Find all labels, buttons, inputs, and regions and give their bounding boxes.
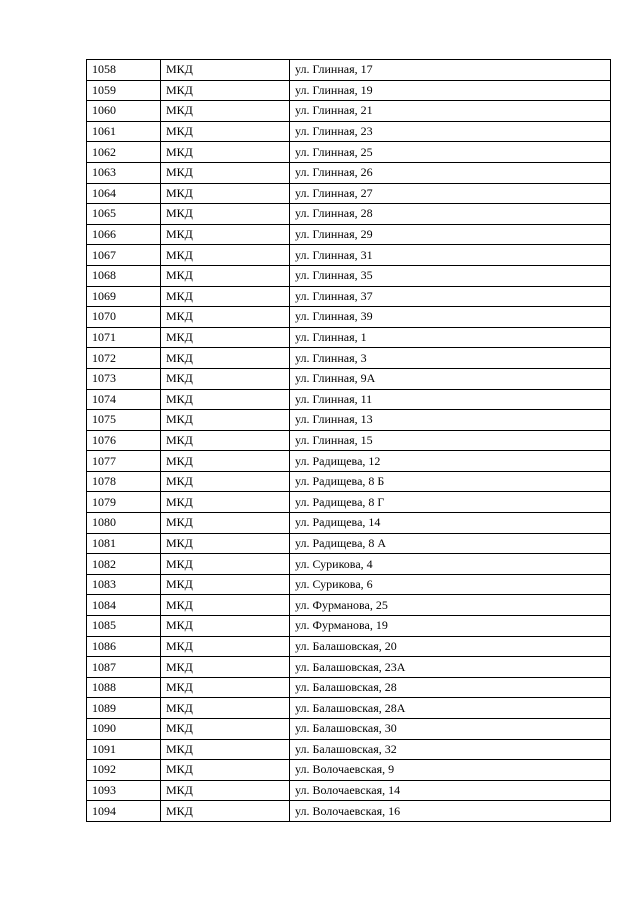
- row-number-cell: 1061: [87, 121, 161, 142]
- building-type-cell: МКД: [161, 451, 290, 472]
- address-cell: ул. Глинная, 23: [290, 121, 611, 142]
- building-type-cell: МКД: [161, 636, 290, 657]
- building-type-cell: МКД: [161, 307, 290, 328]
- building-type-cell: МКД: [161, 677, 290, 698]
- table-row: [87, 677, 611, 698]
- building-type-cell: МКД: [161, 389, 290, 410]
- table-row: [87, 204, 611, 225]
- row-number-cell: 1082: [87, 554, 161, 575]
- table-row: [87, 348, 611, 369]
- row-number-cell: 1076: [87, 430, 161, 451]
- address-cell: ул. Глинная, 31: [290, 245, 611, 266]
- table-row: [87, 327, 611, 348]
- table-row: [87, 698, 611, 719]
- row-number-cell: 1094: [87, 801, 161, 822]
- address-cell: ул. Волочаевская, 16: [290, 801, 611, 822]
- building-type-cell: МКД: [161, 368, 290, 389]
- address-cell: ул. Глинная, 37: [290, 286, 611, 307]
- address-cell: ул. Волочаевская, 14: [290, 780, 611, 801]
- row-number-cell: 1070: [87, 307, 161, 328]
- row-number-cell: 1063: [87, 162, 161, 183]
- table-row: [87, 80, 611, 101]
- building-type-cell: МКД: [161, 492, 290, 513]
- building-type-cell: МКД: [161, 533, 290, 554]
- row-number-cell: 1073: [87, 368, 161, 389]
- address-cell: ул. Радищева, 8 Б: [290, 471, 611, 492]
- row-number-cell: 1074: [87, 389, 161, 410]
- table-row: [87, 389, 611, 410]
- row-number-cell: 1081: [87, 533, 161, 554]
- address-cell: ул. Балашовская, 30: [290, 719, 611, 740]
- table-row: [87, 760, 611, 781]
- address-cell: ул. Глинная, 39: [290, 307, 611, 328]
- address-cell: ул. Глинная, 15: [290, 430, 611, 451]
- table-row: [87, 121, 611, 142]
- building-type-cell: МКД: [161, 760, 290, 781]
- table-row: [87, 101, 611, 122]
- row-number-cell: 1077: [87, 451, 161, 472]
- row-number-cell: 1084: [87, 595, 161, 616]
- building-type-cell: МКД: [161, 162, 290, 183]
- table-row: [87, 492, 611, 513]
- building-type-cell: МКД: [161, 245, 290, 266]
- row-number-cell: 1092: [87, 760, 161, 781]
- building-type-cell: МКД: [161, 719, 290, 740]
- table-row: [87, 554, 611, 575]
- building-type-cell: МКД: [161, 286, 290, 307]
- address-cell: ул. Глинная, 19: [290, 80, 611, 101]
- building-type-cell: МКД: [161, 80, 290, 101]
- table-row: [87, 410, 611, 431]
- table-row: [87, 224, 611, 245]
- address-cell: ул. Волочаевская, 9: [290, 760, 611, 781]
- table-row: [87, 739, 611, 760]
- table-row: [87, 451, 611, 472]
- building-type-cell: МКД: [161, 595, 290, 616]
- row-number-cell: 1069: [87, 286, 161, 307]
- address-cell: ул. Балашовская, 23А: [290, 657, 611, 678]
- table-row: [87, 780, 611, 801]
- address-cell: ул. Глинная, 21: [290, 101, 611, 122]
- building-type-cell: МКД: [161, 60, 290, 81]
- address-cell: ул. Глинная, 25: [290, 142, 611, 163]
- building-type-cell: МКД: [161, 698, 290, 719]
- row-number-cell: 1086: [87, 636, 161, 657]
- table-row: [87, 430, 611, 451]
- row-number-cell: 1059: [87, 80, 161, 101]
- building-type-cell: МКД: [161, 780, 290, 801]
- address-cell: ул. Балашовская, 28: [290, 677, 611, 698]
- row-number-cell: 1062: [87, 142, 161, 163]
- building-type-cell: МКД: [161, 410, 290, 431]
- row-number-cell: 1088: [87, 677, 161, 698]
- row-number-cell: 1090: [87, 719, 161, 740]
- address-cell: ул. Сурикова, 4: [290, 554, 611, 575]
- table-row: [87, 245, 611, 266]
- row-number-cell: 1087: [87, 657, 161, 678]
- table-row: [87, 142, 611, 163]
- table-row: [87, 719, 611, 740]
- address-cell: ул. Радищева, 8 Г: [290, 492, 611, 513]
- row-number-cell: 1064: [87, 183, 161, 204]
- address-cell: ул. Глинная, 28: [290, 204, 611, 225]
- address-cell: ул. Радищева, 8 А: [290, 533, 611, 554]
- building-type-cell: МКД: [161, 348, 290, 369]
- row-number-cell: 1079: [87, 492, 161, 513]
- table-row: [87, 657, 611, 678]
- building-type-cell: МКД: [161, 327, 290, 348]
- row-number-cell: 1091: [87, 739, 161, 760]
- row-number-cell: 1080: [87, 513, 161, 534]
- building-type-cell: МКД: [161, 471, 290, 492]
- address-cell: ул. Балашовская, 20: [290, 636, 611, 657]
- address-cell: ул. Глинная, 1: [290, 327, 611, 348]
- table-row: [87, 60, 611, 81]
- table-row: [87, 513, 611, 534]
- table-row: [87, 636, 611, 657]
- building-type-cell: МКД: [161, 513, 290, 534]
- address-cell: ул. Фурманова, 25: [290, 595, 611, 616]
- row-number-cell: 1072: [87, 348, 161, 369]
- table-row: [87, 801, 611, 822]
- row-number-cell: 1067: [87, 245, 161, 266]
- address-cell: ул. Глинная, 35: [290, 265, 611, 286]
- building-type-cell: МКД: [161, 121, 290, 142]
- building-type-cell: МКД: [161, 657, 290, 678]
- building-type-cell: МКД: [161, 265, 290, 286]
- building-type-cell: МКД: [161, 204, 290, 225]
- table-row: [87, 307, 611, 328]
- table-row: [87, 162, 611, 183]
- address-cell: ул. Балашовская, 32: [290, 739, 611, 760]
- table-row: [87, 471, 611, 492]
- building-type-cell: МКД: [161, 430, 290, 451]
- table-row: [87, 574, 611, 595]
- row-number-cell: 1060: [87, 101, 161, 122]
- building-type-cell: МКД: [161, 224, 290, 245]
- row-number-cell: 1058: [87, 60, 161, 81]
- building-type-cell: МКД: [161, 574, 290, 595]
- building-type-cell: МКД: [161, 616, 290, 637]
- table-row: [87, 286, 611, 307]
- building-type-cell: МКД: [161, 554, 290, 575]
- address-cell: ул. Глинная, 13: [290, 410, 611, 431]
- row-number-cell: 1066: [87, 224, 161, 245]
- row-number-cell: 1083: [87, 574, 161, 595]
- address-table-body: [87, 60, 611, 822]
- address-cell: ул. Радищева, 14: [290, 513, 611, 534]
- address-cell: ул. Глинная, 11: [290, 389, 611, 410]
- table-row: [87, 595, 611, 616]
- address-cell: ул. Глинная, 26: [290, 162, 611, 183]
- address-cell: ул. Глинная, 9А: [290, 368, 611, 389]
- row-number-cell: 1093: [87, 780, 161, 801]
- table-row: [87, 265, 611, 286]
- row-number-cell: 1078: [87, 471, 161, 492]
- row-number-cell: 1085: [87, 616, 161, 637]
- address-cell: ул. Глинная, 3: [290, 348, 611, 369]
- row-number-cell: 1071: [87, 327, 161, 348]
- table-row: [87, 368, 611, 389]
- address-cell: ул. Глинная, 17: [290, 60, 611, 81]
- row-number-cell: 1068: [87, 265, 161, 286]
- row-number-cell: 1065: [87, 204, 161, 225]
- address-cell: ул. Балашовская, 28А: [290, 698, 611, 719]
- table-row: [87, 183, 611, 204]
- row-number-cell: 1075: [87, 410, 161, 431]
- building-type-cell: МКД: [161, 801, 290, 822]
- address-cell: ул. Глинная, 27: [290, 183, 611, 204]
- building-type-cell: МКД: [161, 183, 290, 204]
- address-cell: ул. Фурманова, 19: [290, 616, 611, 637]
- table-row: [87, 533, 611, 554]
- address-table: [86, 59, 611, 822]
- table-row: [87, 616, 611, 637]
- address-cell: ул. Глинная, 29: [290, 224, 611, 245]
- row-number-cell: 1089: [87, 698, 161, 719]
- address-cell: ул. Радищева, 12: [290, 451, 611, 472]
- building-type-cell: МКД: [161, 101, 290, 122]
- building-type-cell: МКД: [161, 142, 290, 163]
- building-type-cell: МКД: [161, 739, 290, 760]
- address-cell: ул. Сурикова, 6: [290, 574, 611, 595]
